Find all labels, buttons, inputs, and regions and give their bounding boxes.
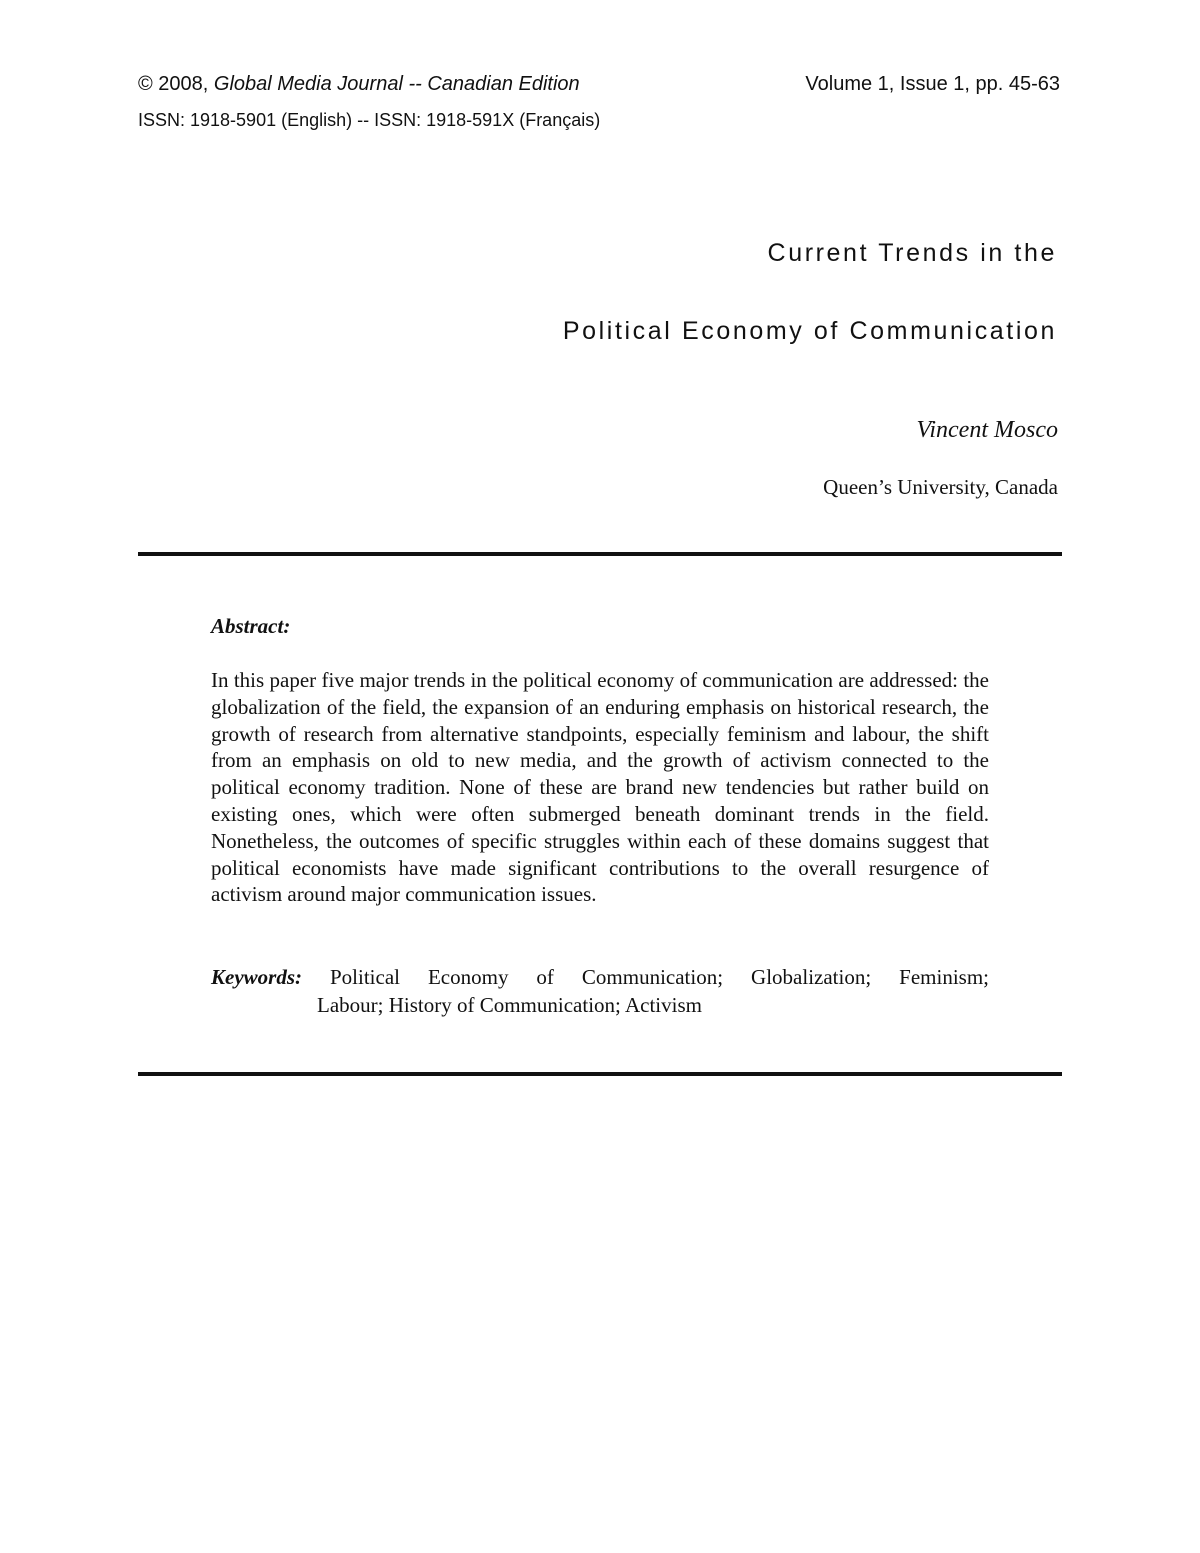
title-line-1: Current Trends in the	[767, 239, 1057, 267]
keywords-line-1	[211, 963, 989, 991]
bottom-divider	[138, 1072, 1062, 1076]
copyright-text: © 2008,	[138, 73, 209, 95]
keywords-block	[211, 963, 989, 1019]
keywords-first: Political Economy of Communication; Globalization; Feminism;	[329, 965, 989, 989]
top-divider	[138, 552, 1062, 556]
author-affiliation: Queen’s University, Canada	[823, 475, 1058, 499]
abstract-body: In this paper five major trends in the political economy of communication are addressed: the globalization of the field, the expansion of an enduring emphasis on historical research, the growth of research from alternative standpoints, especially feminism and labour, the shift from an emphasis on old to new media, and the growth of activism connected to the political economy tradition. None of these are brand new tendencies but rather build on existing ones, which were often submerged beneath dominant trends in the field. Nonetheless, the outcomes of specific struggles within each of these domains suggest that political economists have made significant contributions to the overall resurgence of activism around major communication issues.	[211, 668, 989, 907]
abstract-heading: Abstract:	[211, 614, 291, 638]
issn-info: ISSN: 1918-5901 (English) -- ISSN: 1918-591X (Français)	[138, 110, 601, 130]
title-line-2: Political Economy of Communication	[562, 317, 1057, 345]
volume-info: Volume 1, Issue 1, pp. 45-63	[805, 73, 1060, 95]
keywords-label: Keywords:	[211, 965, 302, 989]
keywords-line-2: Labour; History of Communication; Activism	[317, 993, 702, 1017]
journal-citation	[138, 70, 580, 98]
journal-name: Global Media Journal -- Canadian Edition	[213, 73, 580, 95]
paper-title	[563, 236, 1057, 348]
author-name: Vincent Mosco	[916, 417, 1058, 443]
